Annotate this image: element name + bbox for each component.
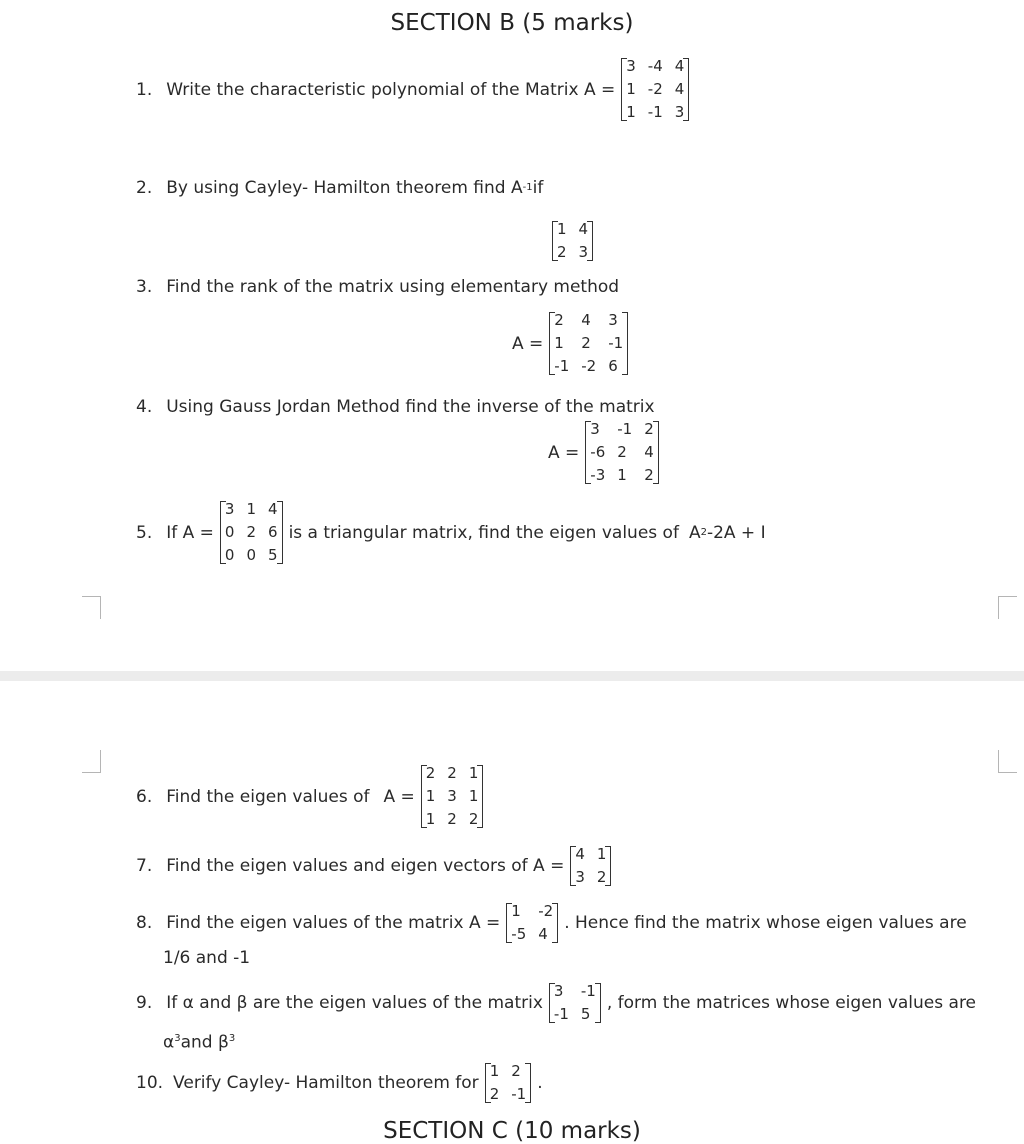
- matrix-entry: 5: [268, 546, 278, 564]
- question-text: Find the eigen values of: [166, 786, 370, 807]
- matrix-entry: -2: [538, 902, 554, 920]
- question-4-matrix: [548, 418, 665, 487]
- question-number: 2.: [136, 178, 153, 198]
- matrix-entry: 0: [246, 546, 257, 564]
- matrix-entry: 3: [224, 500, 235, 518]
- question-7: [136, 843, 617, 889]
- matrix: [421, 762, 484, 831]
- matrix-entry: 4: [578, 220, 589, 238]
- matrix-entry: 6: [608, 357, 618, 375]
- question-5: [136, 498, 766, 567]
- matrix-entry: 2: [557, 243, 567, 261]
- matrix-entry: 1: [554, 334, 564, 352]
- matrix-entry: 1: [617, 466, 627, 484]
- matrix: [220, 498, 283, 567]
- matrix-entry: 1: [557, 220, 567, 238]
- question-number: 5.: [136, 522, 153, 543]
- matrix-entry: 1: [489, 1062, 500, 1080]
- matrix-entry: 1: [626, 80, 636, 98]
- page-break: [0, 671, 1024, 681]
- matrix-entry: 4: [674, 57, 685, 75]
- superscript: 3: [174, 1033, 181, 1044]
- matrix-entry: -1: [647, 103, 663, 121]
- question-text: . Hence find the matrix whose eigen values are: [564, 913, 967, 933]
- question-text: Find the rank of the matrix using elementary method: [166, 277, 620, 297]
- matrix: [549, 309, 628, 378]
- matrix-label: A =: [512, 333, 544, 354]
- expression: and β: [180, 1032, 229, 1053]
- matrix-entry: 2: [489, 1085, 500, 1103]
- superscript: 2: [700, 526, 707, 538]
- matrix-label: A =: [548, 442, 580, 463]
- crop-mark-icon: [82, 750, 101, 773]
- question-2-matrix: [546, 218, 599, 264]
- question-text: Find the eigen values of the matrix A =: [166, 913, 501, 933]
- question-number: 6.: [136, 786, 153, 807]
- question-1: [136, 55, 695, 124]
- crop-mark-icon: [998, 596, 1017, 619]
- matrix: [506, 900, 558, 946]
- question-number: 10.: [136, 1073, 164, 1093]
- question-10: [136, 1060, 543, 1106]
- question-text: If A =: [166, 522, 214, 543]
- matrix-entry: 1: [468, 764, 479, 782]
- matrix-entry: -2: [647, 80, 663, 98]
- matrix-entry: 2: [554, 311, 564, 329]
- matrix-entry: 6: [268, 523, 278, 541]
- matrix-entry: 1: [626, 103, 636, 121]
- matrix-entry: 2: [468, 810, 479, 828]
- matrix-entry: 3: [608, 311, 618, 329]
- matrix: [549, 980, 601, 1026]
- question-text: is a triangular matrix, find the eigen values of: [288, 522, 679, 543]
- question-9-continued: [163, 1028, 235, 1054]
- matrix-entry: -4: [647, 57, 663, 75]
- matrix-entry: 2: [644, 466, 654, 484]
- matrix-entry: -1: [580, 982, 596, 1000]
- matrix-entry: 4: [575, 845, 585, 863]
- superscript: -1: [522, 182, 533, 193]
- matrix-entry: 1: [246, 500, 257, 518]
- question-number: 7.: [136, 856, 153, 876]
- matrix: [552, 218, 593, 264]
- section-c-title: SECTION C (10 marks): [383, 1118, 641, 1144]
- question-number: 3.: [136, 277, 153, 297]
- question-text: , form the matrices whose eigen values are: [606, 993, 977, 1013]
- question-8-continued: 1/6 and -1: [163, 948, 251, 968]
- question-number: 9.: [136, 993, 153, 1013]
- question-text: if: [532, 178, 544, 198]
- matrix-entry: 3: [553, 982, 564, 1000]
- question-text: .: [537, 1073, 543, 1093]
- matrix-entry: -1: [511, 1085, 527, 1103]
- matrix-entry: -1: [617, 420, 633, 438]
- matrix-entry: 2: [511, 1062, 521, 1080]
- matrix-entry: 3: [674, 103, 685, 121]
- question-9: [136, 980, 976, 1026]
- question-text: Verify Cayley- Hamilton theorem for: [173, 1073, 479, 1093]
- question-3: [136, 276, 619, 298]
- matrix: [485, 1060, 532, 1106]
- matrix-entry: 4: [268, 500, 278, 518]
- matrix-entry: 3: [447, 787, 457, 805]
- matrix: [585, 418, 658, 487]
- matrix-entry: 2: [644, 420, 654, 438]
- matrix-entry: -2: [581, 357, 597, 375]
- matrix-entry: 2: [581, 334, 591, 352]
- question-text: By using Cayley- Hamilton theorem find A: [166, 178, 523, 198]
- matrix-entry: 2: [447, 764, 457, 782]
- matrix-entry: 4: [581, 311, 591, 329]
- matrix-entry: 1: [425, 810, 436, 828]
- matrix-entry: 3: [626, 57, 636, 75]
- question-number: 1.: [136, 79, 153, 100]
- matrix-label: A =: [383, 786, 415, 807]
- matrix-entry: 2: [617, 443, 627, 461]
- question-6: [136, 762, 489, 831]
- matrix-entry: 1: [425, 787, 436, 805]
- expression: α: [163, 1032, 175, 1053]
- matrix-entry: 5: [580, 1005, 591, 1023]
- question-text: Find the eigen values and eigen vectors of A =: [166, 856, 565, 876]
- crop-mark-icon: [998, 750, 1017, 773]
- matrix-entry: 4: [674, 80, 685, 98]
- matrix-entry: 4: [538, 925, 548, 943]
- matrix-entry: 1: [468, 787, 479, 805]
- matrix-entry: 0: [224, 546, 235, 564]
- matrix-entry: 3: [575, 868, 585, 886]
- matrix-entry: -5: [511, 925, 527, 943]
- question-4: [136, 396, 655, 418]
- matrix-entry: 2: [447, 810, 457, 828]
- question-text: Using Gauss Jordan Method find the inverse of the matrix: [166, 397, 655, 417]
- expression: A: [688, 522, 701, 543]
- matrix-entry: 2: [246, 523, 257, 541]
- question-text: If α and β are the eigen values of the matrix: [166, 993, 543, 1013]
- matrix-entry: -1: [554, 357, 570, 375]
- question-number: 4.: [136, 397, 153, 417]
- section-b-title: SECTION B (5 marks): [390, 10, 634, 36]
- matrix: [570, 843, 611, 889]
- matrix-entry: -3: [590, 466, 606, 484]
- matrix-entry: -1: [608, 334, 624, 352]
- question-8: [136, 900, 967, 946]
- crop-mark-icon: [82, 596, 101, 619]
- matrix-entry: 2: [425, 764, 436, 782]
- matrix: [621, 55, 689, 124]
- matrix-entry: 1: [596, 845, 607, 863]
- matrix-entry: -6: [590, 443, 606, 461]
- expression: -2A + I: [706, 522, 766, 543]
- question-number: 8.: [136, 913, 153, 933]
- matrix-entry: 3: [578, 243, 589, 261]
- matrix-entry: 4: [644, 443, 654, 461]
- matrix-entry: -1: [553, 1005, 569, 1023]
- superscript: 3: [228, 1033, 236, 1044]
- matrix-entry: 3: [590, 420, 600, 438]
- matrix-entry: 1: [511, 902, 521, 920]
- question-2: [136, 177, 543, 199]
- question-3-matrix: [512, 309, 634, 378]
- matrix-entry: 2: [596, 868, 607, 886]
- question-text: Write the characteristic polynomial of the Matrix A =: [166, 79, 616, 100]
- matrix-entry: 0: [224, 523, 235, 541]
